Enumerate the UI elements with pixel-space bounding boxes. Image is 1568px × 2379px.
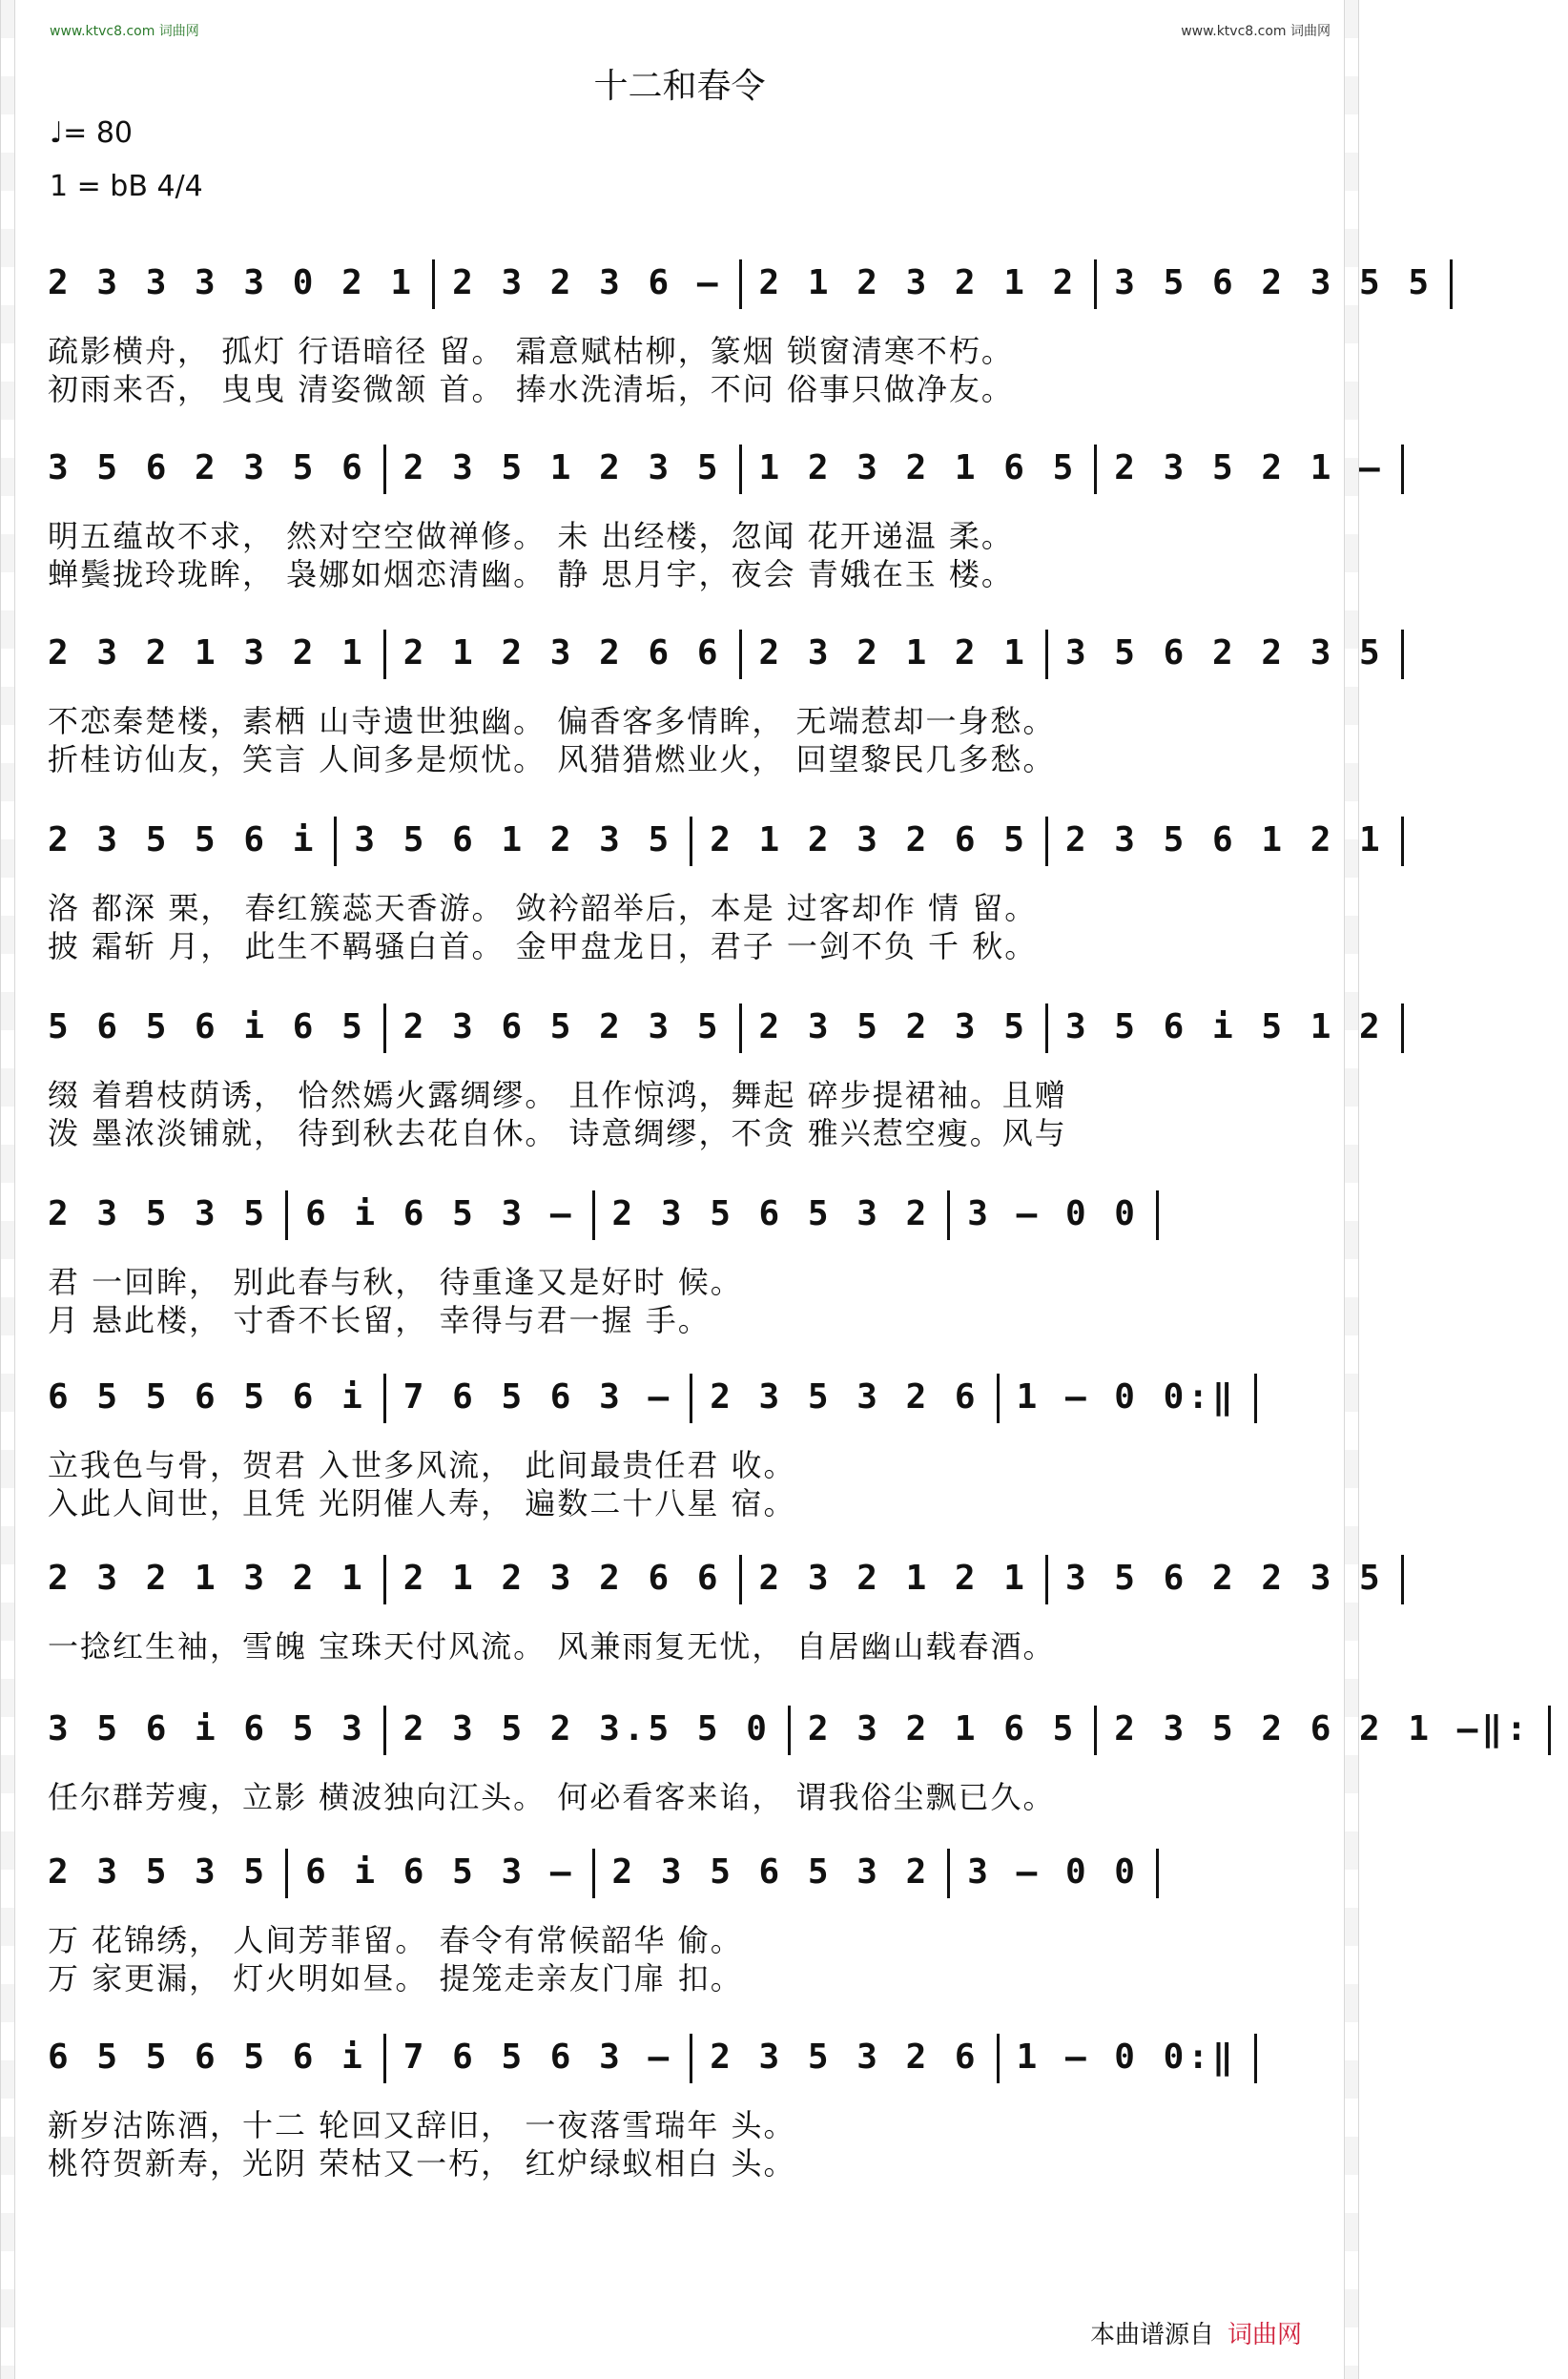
lyric-line: 万 花锦绣， 人间芳菲留。 春令有常候韶华 偷。 (48, 1922, 743, 1958)
measure: 2 1 2 3 2 6 5 (710, 820, 1028, 859)
measure: 3 – 0 0 (967, 1852, 1139, 1892)
measure: 3 5 6 2 2 3 5 (1064, 633, 1384, 672)
measure: 5 6 5 6 i 6 5 (48, 1007, 366, 1046)
barline (947, 1190, 950, 1240)
barline (1450, 259, 1453, 309)
site-header-left: www.ktvc8.com 词曲网 (50, 24, 199, 39)
lyric-line: 桃符贺新寿，光阴 荣枯又一朽， 红炉绿蚁相白 头。 (48, 2145, 796, 2182)
lyric-line: 初雨来否， 曳曳 清姿微颔 首。 捧水洗清垢，不问 俗事只做净友。 (48, 371, 1014, 407)
lyric-line: 月 悬此楼， 寸香不长留， 幸得与君一握 手。 (48, 1302, 711, 1338)
barline (1401, 1555, 1404, 1604)
score-system (48, 1845, 1326, 1997)
measure: 2 3 5 6 1 2 1 (1064, 820, 1384, 859)
lyric-line: 泼 墨浓淡铺就， 待到秋去花自休。 诗意绸缪，不贪 雅兴惹空瘦。风与 (48, 1115, 1067, 1151)
notation-line (48, 1845, 1326, 1900)
score-system (48, 2030, 1326, 2182)
key-signature: 1 = bB 4/4 (50, 170, 203, 203)
barline (1254, 1374, 1257, 1423)
measure: 2 3 5 6 5 3 2 (611, 1852, 931, 1892)
barline (690, 817, 692, 866)
barline (1094, 445, 1097, 494)
measure: 3 5 6 2 3 5 6 (48, 448, 366, 487)
footer-credit (1090, 2315, 1302, 2350)
measure: 2 1 2 3 2 6 6 (402, 633, 722, 672)
lyric-line: 缀 着碧枝荫诱， 恰然嫣火露绸缪。 且作惊鸿，舞起 碎步提裙袖。且赠 (48, 1077, 1067, 1113)
measure: 2 1 2 3 2 6 6 (402, 1559, 722, 1598)
barline (592, 1849, 595, 1898)
barline (1401, 1003, 1404, 1053)
notation-line (48, 256, 1434, 311)
lyric-line: 折桂访仙友，笑言 人间多是烦忧。 风猎猎燃业火， 回望黎民几多愁。 (48, 741, 1056, 777)
barline (739, 1555, 742, 1604)
measure: 2 3 2 3 6 – (452, 263, 722, 302)
footer-brand[interactable]: 词曲网 (1227, 2321, 1302, 2349)
score-system (48, 1370, 1326, 1522)
barline (1401, 445, 1404, 494)
measure: 1 2 3 2 1 6 5 (758, 448, 1078, 487)
measure: 3 5 6 i 6 5 3 (48, 1709, 366, 1748)
barline (383, 1003, 386, 1053)
notation-line (48, 626, 1384, 681)
measure: 7 6 5 6 3 – (402, 1377, 673, 1417)
score-system (48, 1187, 1326, 1339)
notation-line (48, 813, 1384, 868)
notation-line (48, 2030, 1326, 2085)
notation-line (48, 1370, 1326, 1425)
measure: 3 5 6 1 2 3 5 (354, 820, 673, 859)
notation-line (48, 1000, 1384, 1055)
barline (788, 1706, 791, 1755)
barline (1254, 2034, 1257, 2083)
measure: 2 3 3 3 3 0 2 1 (48, 263, 416, 302)
score-system (48, 1702, 1531, 1816)
notation-line (48, 1551, 1384, 1606)
tempo-marking: ♩= 80 (50, 116, 133, 150)
measure: 2 3 5 5 6 i (48, 820, 318, 859)
barline (997, 1374, 1000, 1423)
barline (285, 1849, 288, 1898)
barline (383, 445, 386, 494)
measure: 2 3 5 3 5 (48, 1852, 269, 1892)
measure: 2 3 5 6 5 3 2 (611, 1194, 931, 1233)
measure: 2 3 2 1 3 2 1 (48, 633, 366, 672)
score-system (48, 813, 1384, 965)
barline (1045, 1003, 1048, 1053)
barline (383, 1555, 386, 1604)
measure: 6 5 5 6 5 6 i (48, 2038, 366, 2077)
measure: 3 5 6 i 5 1 2 (1064, 1007, 1384, 1046)
measure: 2 3 5 2 3.5 5 0 (402, 1709, 771, 1748)
measure: 6 i 6 5 3 – (305, 1194, 575, 1233)
barline (1094, 1706, 1097, 1755)
lyric-line: 入此人间世，且凭 光阴催人寿， 遍数二十八星 宿。 (48, 1485, 796, 1521)
measure: 2 3 5 1 2 3 5 (402, 448, 722, 487)
barline (285, 1190, 288, 1240)
barline (1401, 630, 1404, 679)
barline (690, 1374, 692, 1423)
measure: 3 5 6 2 3 5 5 (1114, 263, 1434, 302)
barline (690, 2034, 692, 2083)
lyric-line: 蝉鬓拢玲珑眸， 袅娜如烟恋清幽。 静 思月宇，夜会 青娥在玉 楼。 (48, 556, 1014, 592)
notation-line (48, 1702, 1531, 1757)
lyric-line: 一捻红生袖，雪魄 宝珠天付风流。 风兼雨复无忧， 自居幽山载春酒。 (48, 1628, 1056, 1665)
lyric-line: 披 霜斩 月， 此生不羁骚白首。 金甲盘龙日，君子 一剑不负 千 秋。 (48, 928, 1038, 964)
barline (1548, 1706, 1551, 1755)
measure: 2 3 5 2 6 2 1 –‖: (1114, 1709, 1531, 1748)
barline (1156, 1849, 1159, 1898)
lyric-line: 不恋秦楚楼，素栖 山寺遗世独幽。 偏香客多情眸， 无端惹却一身愁。 (48, 703, 1056, 739)
measure: 1 – 0 0:‖ (1016, 2038, 1237, 2077)
left-margin-strip (0, 0, 15, 2379)
barline (739, 445, 742, 494)
right-margin-strip (1344, 0, 1359, 2379)
measure: 2 3 2 1 6 5 (807, 1709, 1078, 1748)
notation-line (48, 441, 1384, 496)
song-title: 十二和春令 (593, 67, 766, 106)
lyric-line: 万 家更漏， 灯火明如昼。 提笼走亲友门扉 扣。 (48, 1960, 743, 1996)
lyric-line: 君 一回眸， 别此春与秋， 待重逢又是好时 候。 (48, 1264, 743, 1300)
score-system (48, 1551, 1384, 1665)
barline (739, 259, 742, 309)
score-system (48, 256, 1434, 408)
barline (1094, 259, 1097, 309)
barline (334, 817, 337, 866)
barline (997, 2034, 1000, 2083)
lyric-line: 立我色与骨，贺君 入世多风流， 此间最贵任君 收。 (48, 1447, 796, 1483)
measure: 7 6 5 6 3 – (402, 2038, 673, 2077)
measure: 2 3 5 3 2 6 (710, 1377, 980, 1417)
score-system (48, 1000, 1384, 1152)
measure: 2 3 2 1 2 1 (758, 1559, 1028, 1598)
score-system (48, 441, 1384, 593)
measure: 3 5 6 2 2 3 5 (1064, 1559, 1384, 1598)
lyric-line: 洛 都深 栗， 春红簇蕊天香游。 敛衿韶举后，本是 过客却作 情 留。 (48, 890, 1038, 926)
notation-line (48, 1187, 1326, 1242)
barline (1156, 1190, 1159, 1240)
measure: 6 i 6 5 3 – (305, 1852, 575, 1892)
lyric-line: 疏影横舟， 孤灯 行语暗径 留。 霜意赋枯柳，篆烟 锁窗清寒不朽。 (48, 333, 1014, 369)
measure: 3 – 0 0 (967, 1194, 1139, 1233)
barline (592, 1190, 595, 1240)
lyric-line: 任尔群芳瘦，立影 横波独向江头。 何必看客来谄， 谓我俗尘飘已久。 (48, 1779, 1056, 1815)
barline (432, 259, 435, 309)
measure: 6 5 5 6 5 6 i (48, 1377, 366, 1417)
measure: 2 3 5 3 2 6 (710, 2038, 980, 2077)
measure: 1 – 0 0:‖ (1016, 1377, 1237, 1417)
measure: 2 3 5 3 5 (48, 1194, 269, 1233)
barline (383, 2034, 386, 2083)
measure: 2 3 5 2 1 – (1114, 448, 1384, 487)
barline (1045, 1555, 1048, 1604)
barline (739, 1003, 742, 1053)
lyric-line: 明五蕴故不求， 然对空空做禅修。 未 出经楼，忽闻 花开递温 柔。 (48, 518, 1014, 554)
measure: 2 3 2 1 2 1 (758, 633, 1028, 672)
barline (383, 1374, 386, 1423)
barline (1045, 630, 1048, 679)
barline (1045, 817, 1048, 866)
measure: 2 3 5 2 3 5 (758, 1007, 1028, 1046)
barline (739, 630, 742, 679)
barline (383, 1706, 386, 1755)
site-header-right: www.ktvc8.com 词曲网 (1181, 24, 1331, 39)
barline (947, 1849, 950, 1898)
barline (1401, 817, 1404, 866)
lyric-line: 新岁沽陈酒，十二 轮回又辞旧， 一夜落雪瑞年 头。 (48, 2107, 796, 2143)
measure: 2 1 2 3 2 1 2 (758, 263, 1078, 302)
footer-source: 本曲谱源自 (1089, 2321, 1214, 2349)
score-system (48, 626, 1384, 778)
measure: 2 3 2 1 3 2 1 (48, 1559, 366, 1598)
measure: 2 3 6 5 2 3 5 (402, 1007, 722, 1046)
barline (383, 630, 386, 679)
